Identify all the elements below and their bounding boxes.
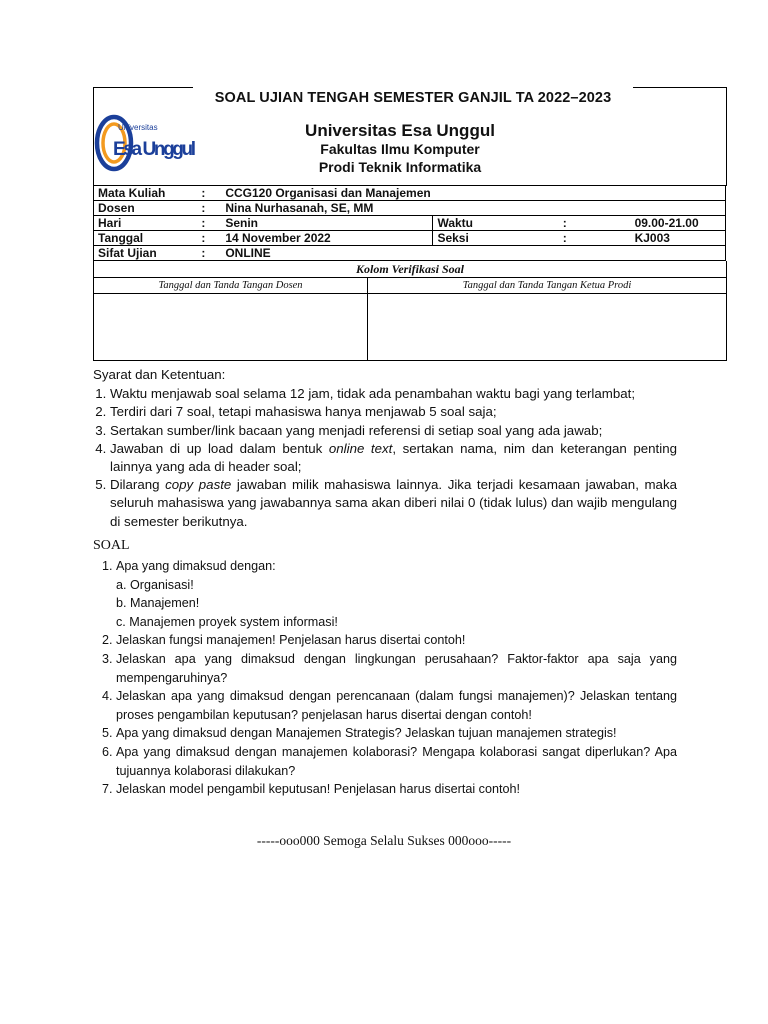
closing-line: -----ooo000 Semoga Selalu Sukses 000ooo----- xyxy=(256,833,512,848)
lecturer-signature-header: Tanggal dan Tanda Tangan Dosen xyxy=(94,278,368,293)
date-value: 14 November 2022 xyxy=(221,231,433,246)
question-item: 1. Apa yang dimaksud dengan: a. Organisasi! b. Manajemen! c. Manajemen proyek system informasi! xyxy=(116,557,677,631)
question-subitem: a. Organisasi! xyxy=(116,577,194,592)
date-label: Tanggal xyxy=(94,231,198,246)
terms-item: 1. Waktu menjawab soal selama 12 jam, tidak ada penambahan waktu bagi yang terlambat; xyxy=(110,385,677,403)
question-subitem: b. Manajemen! xyxy=(116,596,200,611)
lecturer-label: Dosen xyxy=(94,201,198,216)
time-label: Waktu xyxy=(433,216,559,231)
questions-section xyxy=(93,557,677,799)
nature-label: Sifat Ujian xyxy=(94,246,198,261)
verification-box xyxy=(93,261,727,361)
row-lecturer: Dosen : Nina Nurhasanah, SE, MM xyxy=(94,201,726,216)
question-item: 5. Apa yang dimaksud dengan Manajemen Strategis? Jelaskan tujuan manajemen strategis! xyxy=(116,724,677,743)
day-label: Hari xyxy=(94,216,198,231)
nature-value: ONLINE xyxy=(221,246,725,261)
head-signature-header: Tanggal dan Tanda Tangan Ketua Prodi xyxy=(462,280,632,291)
question-item: 6. Apa yang dimaksud dengan manajemen kolaborasi? Mengapa kolaborasi sangat diperlukan? Apa tujuannya kolaborasi dilakukan? xyxy=(116,743,677,780)
exam-info-table xyxy=(93,185,726,261)
lecturer-value: Nina Nurhasanah, SE, MM xyxy=(221,201,725,216)
question-item: 7. Jelaskan model pengambil keputusan! Penjelasan harus disertai contoh! xyxy=(116,780,677,799)
university-logo xyxy=(94,110,198,172)
exam-title: SOAL UJIAN TENGAH SEMESTER GANJIL TA 2022–2023 xyxy=(193,86,633,110)
terms-list xyxy=(93,385,677,531)
course-label: Mata Kuliah xyxy=(94,186,198,201)
row-day: Hari : Senin Waktu : 09.00-21.00 xyxy=(94,216,726,231)
faculty-name: Fakultas Ilmu Komputer xyxy=(320,141,480,157)
questions-title: SOAL xyxy=(93,538,130,553)
question-item: 4. Jelaskan apa yang dimaksud dengan perencanaan (dalam fungsi manajemen)? Jelaskan tentang proses pengambilan keputusan? penjelasan harus disertai dengan contoh! xyxy=(116,687,677,724)
program-name: Prodi Teknik Informatika xyxy=(318,159,482,175)
day-value: Senin xyxy=(221,216,433,231)
section-value: KJ003 xyxy=(631,231,726,246)
lecturer-signature-area xyxy=(94,294,368,360)
question-item: 2. Jelaskan fungsi manajemen! Penjelasan harus disertai contoh! xyxy=(116,631,677,650)
section-label: Seksi xyxy=(433,231,559,246)
row-date: Tanggal : 14 November 2022 Seksi : KJ003 xyxy=(94,231,726,246)
row-nature: Sifat Ujian : ONLINE xyxy=(94,246,726,261)
questions-list xyxy=(93,557,677,799)
terms-section xyxy=(93,366,677,531)
verification-title: Kolom Verifikasi Soal xyxy=(94,261,726,278)
terms-item: 5. Dilarang copy paste jawaban milik mahasiswa lainnya. Jika terjadi kesamaan jawaban, maka seluruh mahasiswa yang jawabannya sama akan diberi nilai 0 (tidak lulus) dan wajib mengulang di semester berikutnya. xyxy=(110,476,677,531)
time-value: 09.00-21.00 xyxy=(631,216,726,231)
question-subitem: c. Manajemen proyek system informasi! xyxy=(116,614,338,629)
head-signature-area xyxy=(368,294,726,360)
terms-title: Syarat dan Ketentuan: xyxy=(93,367,226,382)
logo-big-text: Esa Unggul xyxy=(113,139,196,160)
logo-small-text: Universitas xyxy=(118,123,158,132)
course-value: CCG120 Organisasi dan Manajemen xyxy=(221,186,725,201)
question-item: 3. Jelaskan apa yang dimaksud dengan lingkungan perusahaan? Faktor-faktor apa saja yang mempengaruhinya? xyxy=(116,650,677,687)
university-block xyxy=(200,121,600,176)
university-name: Universitas Esa Unggul xyxy=(305,121,495,140)
terms-item: 2. Terdiri dari 7 soal, tetapi mahasiswa hanya menjawab 5 soal saja; xyxy=(110,403,677,421)
row-course: Mata Kuliah : CCG120 Organisasi dan Manajemen xyxy=(94,186,726,201)
terms-item: 4. Jawaban di up load dalam bentuk online text, sertakan nama, nim dan keterangan penting lainnya yang ada di header soal; xyxy=(110,440,677,476)
terms-item: 3. Sertakan sumber/link bacaan yang menjadi referensi di setiap soal yang ada jawab; xyxy=(110,422,677,440)
